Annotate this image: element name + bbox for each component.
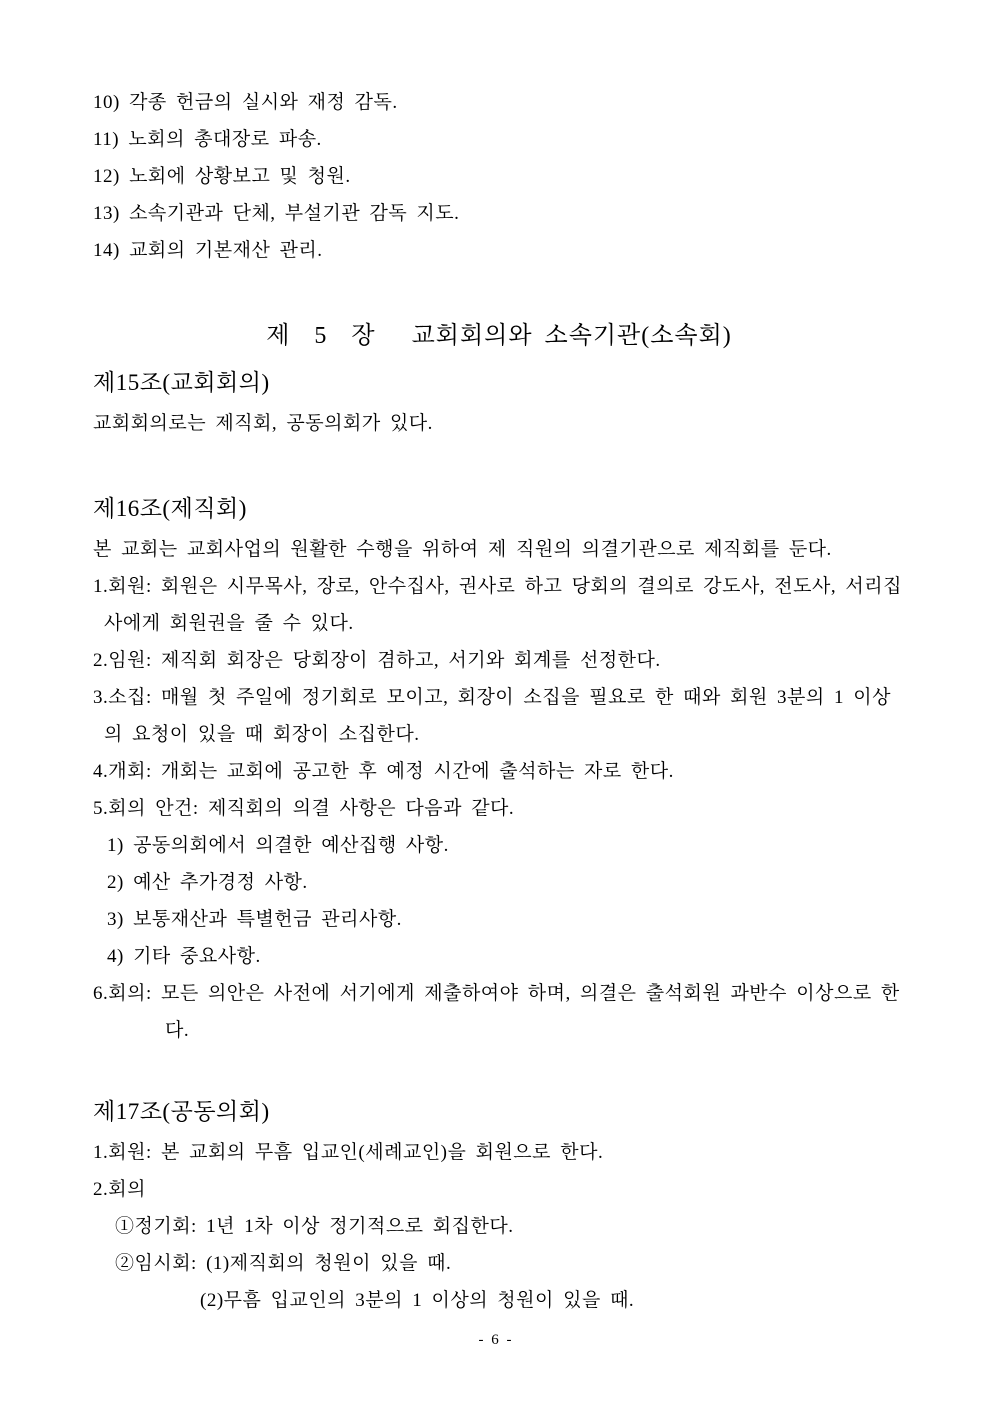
article-16-item-6-cont: 다. [165,1020,190,1041]
article-16-item-5: 5.회의 안건: 제직회의 의결 사항은 다음과 같다. [93,798,515,819]
article-16-intro: 본 교회는 교회사업의 원활한 수행을 위하여 제 직원의 의결기관으로 제직회를 둔다. [93,539,832,560]
article-17-item-2: 2.회의 [93,1179,146,1200]
article-17-sub-1: ①정기회: 1년 1차 이상 정기적으로 회집한다. [115,1216,514,1237]
chapter-5-title: 제 5 장 교회회의와 소속기관(소속회) [266,323,732,349]
article-17-sub-2-cont: (2)무흠 입교인의 3분의 1 이상의 청원이 있을 때. [200,1290,635,1311]
article-16-item-5-sub-1: 1) 공동의회에서 의결한 예산집행 사항. [107,835,449,856]
article-16-item-1: 1.회원: 회원은 시무목사, 장로, 안수집사, 권사로 하고 당회의 결의로 강도사, 전도사, 서리집 [93,576,902,597]
article-17-heading: 제17조(공동의회) [93,1099,270,1124]
list-item-12: 12) 노회에 상황보고 및 청원. [93,166,351,187]
article-15-body [93,405,905,442]
numbered-list-continuation [93,84,905,269]
page-number: - 6 - [478,1332,514,1348]
article-17-item-1: 1.회원: 본 교회의 무흠 입교인(세례교인)을 회원으로 한다. [93,1142,604,1163]
article-16-item-4: 4.개회: 개회는 교회에 공고한 후 예정 시간에 출석하는 자로 한다. [93,761,674,782]
article-17-sub-2: ②임시회: (1)제직회의 청원이 있을 때. [115,1253,452,1274]
list-item-11: 11) 노회의 총대장로 파송. [93,129,322,150]
article-16-item-3-cont: 의 요청이 있을 때 회장이 소집한다. [104,724,420,745]
article-16-item-6: 6.회의: 모든 의안은 사전에 서기에게 제출하여야 하며, 의결은 출석회원 과반수 이상으로 한 [93,983,900,1004]
article-16-heading: 제16조(제직회) [93,496,247,521]
list-item-14: 14) 교회의 기본재산 관리. [93,240,323,261]
article-16-item-5-sub-3: 3) 보통재산과 특별헌금 관리사항. [107,909,402,930]
article-16-item-5-sub-4: 4) 기타 중요사항. [107,946,261,967]
article-16-item-2: 2.임원: 제직회 회장은 당회장이 겸하고, 서기와 회계를 선정한다. [93,650,661,671]
article-17-body [93,1134,905,1319]
article-15-text: 교회회의로는 제직회, 공동의회가 있다. [93,413,433,434]
article-16-body [93,531,905,1049]
article-15-heading: 제15조(교회회의) [93,370,270,395]
list-item-13: 13) 소속기관과 단체, 부설기관 감독 지도. [93,203,460,224]
article-16-item-1-cont: 사에게 회원권을 줄 수 있다. [104,613,354,634]
article-16-item-5-sub-2: 2) 예산 추가경정 사항. [107,872,308,893]
list-item-10: 10) 각종 헌금의 실시와 재정 감독. [93,92,398,113]
article-16-item-3: 3.소집: 매월 첫 주일에 정기회로 모이고, 회장이 소집을 필요로 한 때와 회원 3분의 1 이상 [93,687,891,708]
page-content [93,84,905,1319]
